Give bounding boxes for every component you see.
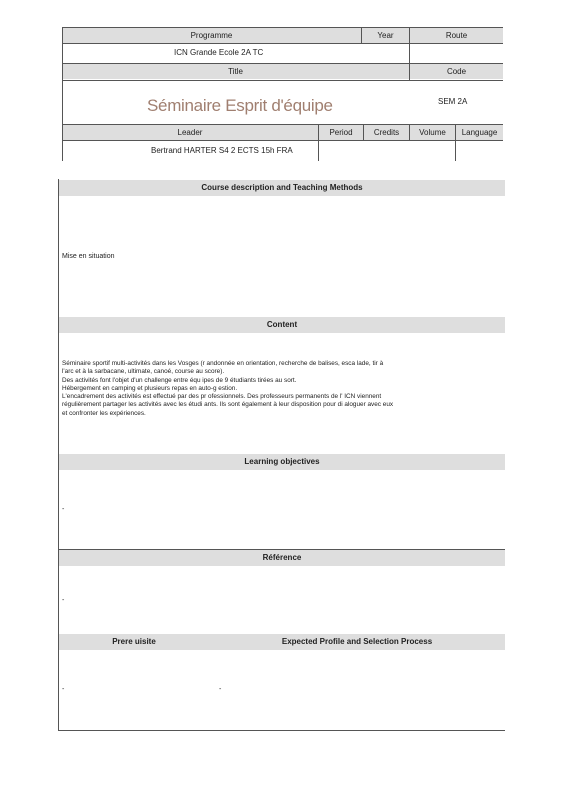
volume-label-cell — [410, 125, 455, 140]
objectives-heading: Learning objectives — [244, 457, 320, 466]
content-heading: Content — [266, 320, 298, 329]
programme-label: Programme — [190, 31, 233, 40]
code-label: Code — [446, 67, 467, 76]
content-line: régulièrement partager les activités avec les étudi ants. Ils sont également à leur disposition pour di aloguer avec eux — [62, 401, 394, 409]
programme-label-cell — [62, 28, 361, 43]
leader-value: Bertrand HARTER S4 2 ECTS 15h FRA — [151, 146, 293, 155]
year-label: Year — [377, 31, 394, 40]
profile-heading: Expected Profile and Selection Process — [281, 637, 433, 646]
profile-heading-cell — [209, 634, 505, 650]
objectives-heading-cell — [59, 454, 505, 470]
prerequisite-body: - — [62, 686, 65, 693]
reference-body: - — [62, 597, 65, 604]
content-line: Séminaire sportif multi-activités dans les Vosges (r andonnée en orientation, recherche de balises, esca lade, tir à — [62, 360, 384, 367]
title-label: Title — [228, 67, 243, 76]
period-label-cell — [319, 125, 363, 140]
reference-heading-cell — [59, 550, 505, 566]
leader-label-cell — [62, 125, 318, 140]
description-heading: Course description and Teaching Methods — [201, 183, 363, 192]
programme-value: ICN Grande Ecole 2A TC — [174, 48, 264, 57]
code-label-cell — [410, 64, 503, 79]
reference-heading: Référence — [262, 553, 302, 562]
credits-label: Credits — [373, 128, 400, 137]
content-line: Des activités font l'objet d'un challenge entre équ ipes de 9 étudiants tirées au sort. — [62, 376, 297, 384]
content-line: et confronter les expériences. — [62, 409, 146, 417]
content-line: L'encadrement des activités est effectué par des pr ofessionnels. Des professeurs permanents de l' ICN viennent — [62, 393, 382, 401]
language-label-cell — [456, 125, 503, 140]
leader-label: Leader — [177, 128, 203, 137]
language-label: Language — [461, 128, 498, 137]
volume-label: Volume — [419, 128, 446, 137]
description-body: Mise en situation — [62, 253, 115, 260]
year-label-cell — [362, 28, 409, 43]
prerequisite-heading-cell — [59, 634, 209, 650]
content-line: l'arc et à la sarbacane, ultimate, canoé, course au score). — [62, 368, 225, 376]
prerequisite-heading: Prere uisite — [112, 637, 156, 646]
route-label-cell — [410, 28, 503, 43]
content-heading-cell — [59, 317, 505, 333]
course-title: Séminaire Esprit d'équipe — [147, 96, 333, 115]
description-heading-cell — [59, 180, 505, 196]
credits-label-cell — [364, 125, 409, 140]
route-label: Route — [445, 31, 468, 40]
objectives-body: - — [62, 506, 65, 513]
content-line: Hébergement en camping et plusieurs repas en auto-g estion. — [62, 384, 238, 392]
course-code: SEM 2A — [438, 97, 468, 106]
profile-body: - — [219, 686, 222, 693]
title-label-cell — [62, 64, 409, 79]
content-body — [62, 360, 498, 418]
period-label: Period — [329, 128, 353, 137]
